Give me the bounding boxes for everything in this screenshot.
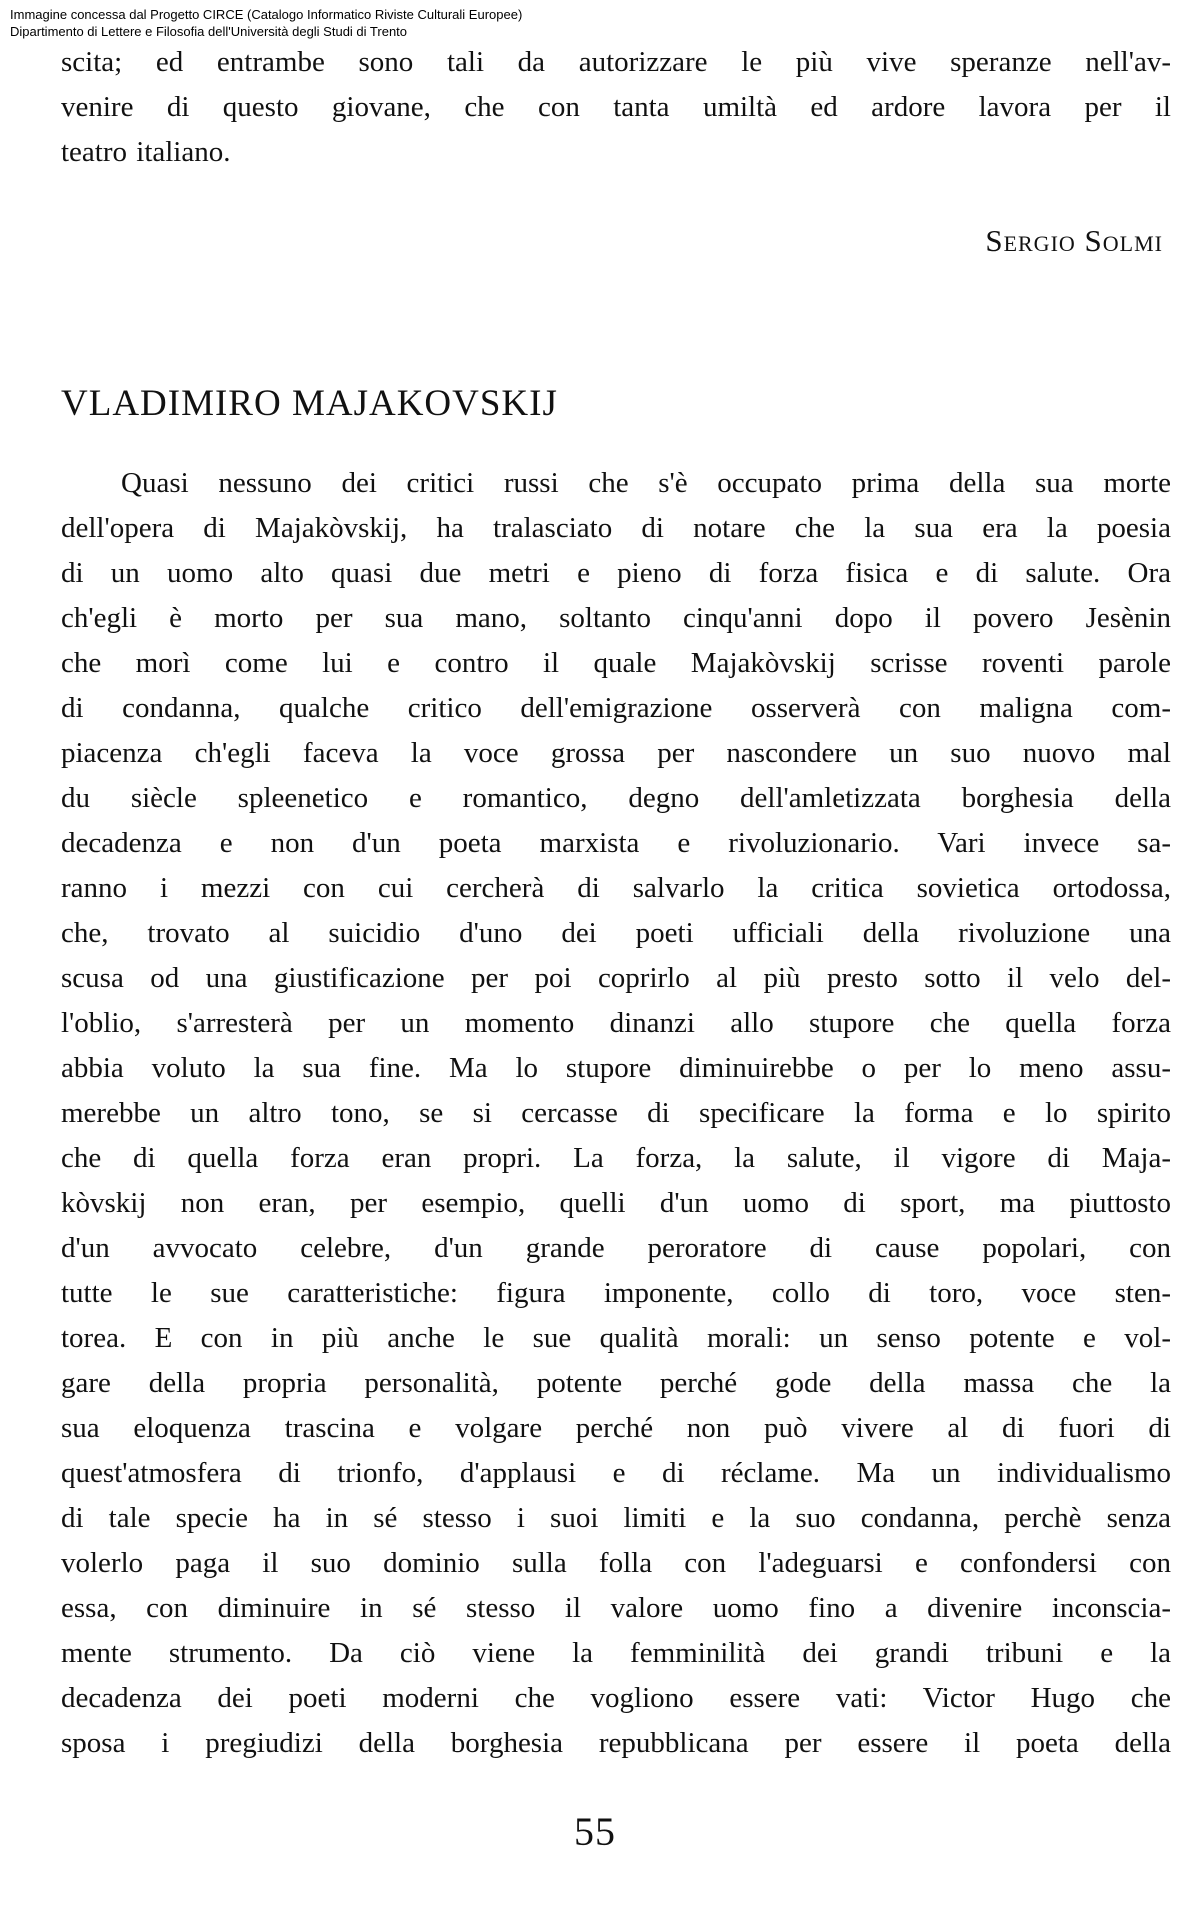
text-line: che, trovato al suicidio d'uno dei poeti ufficiali della rivoluzione una: [61, 917, 1171, 949]
credit-line-1: Immagine concessa dal Progetto CIRCE (Catalogo Informatico Riviste Culturali Europee): [10, 7, 523, 22]
previous-article-ending: [61, 40, 1171, 261]
text-line: ch'egli è morto per sua mano, soltanto cinqu'anni dopo il povero Jesènin: [61, 602, 1171, 634]
text-line: essa, con diminuire in sé stesso il valore uomo fino a divenire inconscia-: [61, 1592, 1171, 1624]
text-line: di tale specie ha in sé stesso i suoi limiti e la suo condanna, perchè senza: [61, 1502, 1171, 1534]
text-line: gare della propria personalità, potente perché gode della massa che la: [61, 1367, 1171, 1399]
text-line: sua eloquenza trascina e volgare perché non può vivere al di fuori di: [61, 1412, 1171, 1444]
text-line: tutte le sue caratteristiche: figura imponente, collo di toro, voce sten-: [61, 1277, 1171, 1309]
text-line: di un uomo alto quasi due metri e pieno di forza fisica e di salute. Ora: [61, 557, 1171, 589]
text-line: mente strumento. Da ciò viene la femminilità dei grandi tribuni e la: [61, 1637, 1171, 1669]
article-body: [61, 461, 1171, 1766]
page-content: [61, 40, 1171, 1766]
text-line: d'un avvocato celebre, d'un grande peroratore di cause popolari, con: [61, 1232, 1171, 1264]
text-line: che di quella forza eran propri. La forza, la salute, il vigore di Maja-: [61, 1142, 1171, 1174]
text-line: du siècle spleenetico e romantico, degno dell'amletizzata borghesia della: [61, 782, 1171, 814]
page-number: 55: [574, 1809, 616, 1854]
text-line: ranno i mezzi con cui cercherà di salvarlo la critica sovietica ortodossa,: [61, 872, 1171, 904]
text-line: piacenza ch'egli faceva la voce grossa per nascondere un suo nuovo mal: [61, 737, 1171, 769]
text-line: l'oblio, s'arresterà per un momento dinanzi allo stupore che quella forza: [61, 1007, 1171, 1039]
text-line: kòvskij non eran, per esempio, quelli d'un uomo di sport, ma piuttosto: [61, 1187, 1171, 1219]
text-line: abbia voluto la sua fine. Ma lo stupore diminuirebbe o per lo meno assu-: [61, 1052, 1171, 1084]
text-line: teatro italiano.: [61, 136, 231, 168]
text-line: torea. E con in più anche le sue qualità morali: un senso potente e vol-: [61, 1322, 1171, 1354]
image-credit: [10, 6, 522, 40]
text-line: sposa i pregiudizi della borghesia repubblicana per essere il poeta della: [61, 1727, 1171, 1759]
text-line: che morì come lui e contro il quale Majakòvskij scrisse roventi parole: [61, 647, 1171, 679]
text-line: venire di questo giovane, che con tanta umiltà ed ardore lavora per il: [61, 91, 1171, 123]
article-title: VLADIMIRO MAJAKOVSKIJ: [61, 383, 558, 424]
text-line: volerlo paga il suo dominio sulla folla con l'adeguarsi e confondersi con: [61, 1547, 1171, 1579]
text-line: quest'atmosfera di trionfo, d'applausi e di réclame. Ma un individualismo: [61, 1457, 1171, 1489]
text-line: scita; ed entrambe sono tali da autorizzare le più vive speranze nell'av-: [61, 46, 1171, 78]
text-line: Quasi nessuno dei critici russi che s'è occupato prima della sua morte: [121, 467, 1171, 499]
text-line: di condanna, qualche critico dell'emigrazione osserverà con maligna com-: [61, 692, 1171, 724]
credit-line-2: Dipartimento di Lettere e Filosofia dell'Università degli Studi di Trento: [10, 24, 408, 39]
text-line: decadenza dei poeti moderni che vogliono essere vati: Victor Hugo che: [61, 1682, 1171, 1714]
text-line: dell'opera di Majakòvskij, ha tralasciato di notare che la sua era la poesia: [61, 512, 1171, 544]
text-line: scusa od una giustificazione per poi coprirlo al più presto sotto il velo del-: [61, 962, 1171, 994]
text-line: merebbe un altro tono, se si cercasse di specificare la forma e lo spirito: [61, 1097, 1171, 1129]
author-signature: Sergio Solmi: [985, 223, 1163, 258]
text-line: decadenza e non d'un poeta marxista e rivoluzionario. Vari invece sa-: [61, 827, 1171, 859]
